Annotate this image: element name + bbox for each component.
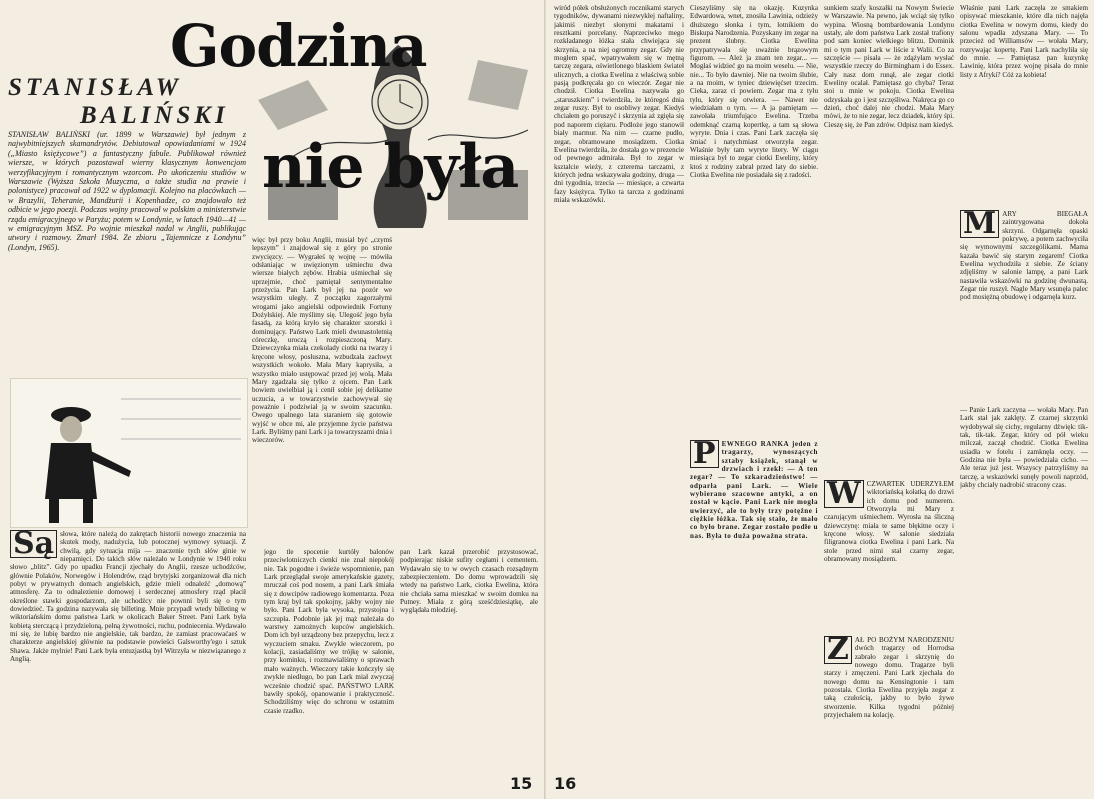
left-col2-text: więc był przy boku Anglii, musiał być „czymś lepszym” i znajdował się z góry po stronie zwycięzcy. — Wygrałeś tę wojnę — mówiła odsłaniając w uwięzionym uśmiechu dwa wiersze białych zębów. Hrabia uśmiechał się uprzejmie, choć pamiętał sentymentalne przeżycia. Pan Lark był jej na pozór we wszystkim uległy. Z początku zagorzałymi wrogami jako angielski odpowiednik Fortuny Dożyłskiej. Ale myślimy się. Ulegość jego była fasadą, za którą kryło się charakter szorstki i dominujący. Państwo Lark mieli dwunastoletnią córeczkę, uroczą i rozpieszczoną Mary. Dziewczynka miała czekolady ciotki na twarzy i kręcone włosy, posłuszna, wzbudzała zachwyt wszystkich wokoło. Mała Mary kaprysiła, a wszystko miało ustępować przed jej wolą. Mała Mary zgadzała się tylko z ojcem. Pan Lark bowiem uwielbiał ją i cenił sobie jej delikatne uczucia, a w towarzystwie zachowywał się poważnie i podziwiał ją w swoim szacunku. Owego upalnego lata staraniem się gotowie wyjść w obce mi, ale przyjemne życie państwa Lark. Byliśmy pani Lark i ja towarzyszami dnia i wieczorów. (252, 236, 392, 445)
article-title-line1: Godzina (170, 12, 427, 80)
page-number-right: 16 (554, 774, 577, 793)
left-col1-body: słowa, które należą do zakrętach historii nowego znaczenia na skutek mody, nadużycia, lub potocznej wymowy sytuacji. Z chwilą, gdy sytuacja mija — znaczenie tych słów ginie w niepamięci. Do takich słów należało w Londynie w 1940 roku słowo „blitz”. Gdy po upadku Francji zjechały do Anglii, rzesze uchodźców, głównie Polaków, Norwegów i Holendrów, rząd brytyjski zorganizował dla nich pobyt w prywatnych domach angielskich, gdzie mieli odnaleźć „domową” atmosferę. Za to odnalezienie domowej i serdecznej atmosfery rząd płacił określone stawki gospodarzom, ale uchodźcy nie pownni byli się o tym dowiedzieć. Ta godzina nazywała się billeting. Mnie przypadł wtedy billeting w wiktoriańskim domu państwa Lark w okolicach Baker Street. Pani Lark była kobietą sterczącą i przydzieloną, pełną żywotności, ruchu, podniecenia. Wydawało mi się, że lubię bardzo nie angielskie, tak bardzo, że zamiast pracowaćaeś w charakterze angielskiej głównie na podstawie powieści Galsworthy'ego i sztuk Shawa. Jakże mylnie! Pani Lark była entuzjastką był Witrzyła w niezwiązanego z Anglią. (10, 530, 246, 664)
right-page (546, 0, 1094, 799)
author-first-name: STANISŁAW (8, 74, 183, 101)
right-col3-section2 (824, 636, 954, 792)
right-col4-end: — Panie Lark zaczyna — wołała Mary. Pan Lark stał jak zaklęty. Z czarnej skrzynki wydobywał się cichy, regularny dźwięk: tik-tak, tik-tak. Zegar, który od pół wieku milczał, zaczął chodzić. Ciotka Ewelina usiadła w fotelu i zamknęła oczy. — Godzina nie była — powiedziała cicho. — Ale teraz już jest. Wszyscy patrzyliśmy na tarczę, a wskazówki sunęły powoli naprzód, jakby chciały nadrobić stracony czas. (960, 406, 1088, 490)
article-title-line2: nie była (262, 132, 519, 202)
dropcap-left: Są (10, 530, 57, 558)
right-col4-section (960, 210, 1088, 400)
left-col1-text (10, 530, 246, 792)
left-col4-text: pan Lark kazał przerobić przystosować, podpierając niskie sufity cegłami i cementem. Wydawało się to w owych czasach rozsądnym zabezpieczeniem. Do domu wprowadzili się wtedy na państwo Lark, ciotka Ewelina, która nie chciała sama mieszkać w swoim domku na Putney. Miała z górą sześćdziesiątkę, ale wyglądała młodziej. (400, 548, 538, 615)
page-number-left: 15 (510, 774, 533, 793)
left-col3-text: jego tle spocenie kurtóły balonów przeciwlotniczych cienki nie znał niepokój nie. Tak pogodne i świeże wspomnienie, pan Lark przeglądał swoje amerykańskie gazety, mruczał coś pod nosem, a pani Lark śmiała się z dowcipów radiowego komentarza. Poza tym kraj był tak spokojny, jakby wojny nie było. Pani Lark była wysoka, przystojna i szczupła. Podobnie jak jej mąż należała do warstwy zamożnych kupców angielskich. Dom ich był urządzony bez przepychu, lecz z wyczuciem smaku. Zwykle wieczorem, po kolacji, zasiadaliśmy we trójkę w salonie, przy kominku, i rozmawialiśmy o sprawach mało ważnych. Wieczory takie kończyły się zwykle niedługo, bo pan Lark miał zwyczaj wcześnie chodzić spać. PAŃSTWO LARK bawiły spokój, opanowanie i praktyczność. Schodziliśmy więc do schronu w ostatnim czasie rzadko. (264, 548, 394, 792)
right-col2-text: Cieszyliśmy się na okazję. Kuzynka Edwardowa, wnet, znosiła Lawinia, odzieży dłuższego słonka i tym, lotnikiem do Biskupa Narodzenia. Pozyskany im zegar na prezent ślubny. Ciotka Ewelina przypatrywała się uważnie brązowym figurom. — Ależ ja znam ten zegar... — Mogłaś widzieć go na moim weselu. — Nie, nie... To było dawniej. Nie na twoim ślubie, a na moim, w tyniec dziewięćset trzecim. Cieka, zaraz ci powiem. Zegar ma z tyłu tyłu, który się otwiera. — Nawet nie wiedziałam o tym. — A ja pamiętam — zawołała triumfująco Ewelina. Trzeba odemknąć czarną kopertkę, a tam są słowa wyryte. Dnia i czas. Pani Lark zaczęła się śmiać i natychmiast otworzyła zegar. Właśnie były tam wyryte litery. W ciągu miesiąca był to zegar ciotki Eweliny, który ktoś z rodziny zabrał przed laty do siebie. Ciotka Ewelina nie posiadała się z radości. (690, 4, 818, 179)
right-col3-section (824, 480, 954, 630)
author-photo (10, 378, 248, 528)
dropcap-right2: W (824, 480, 864, 508)
right-col3-section2-body: AŁ PO BOŻYM NARODZENIU dwóch tragarzy od Horrodsa zabrało zegar i skrzynię do nowego domu. Tragarze byli starzy i zmęczeni. Pani Lark zjechała do nowego domu na Kensingtonie i tam pozostała. Ciotka Ewelina przyjęła zegar z taką czułością, jakby to było żywe stworzenie. Kilka tygodni później przyjechałem na kolację. (824, 636, 954, 720)
right-col3-section-body: CZWARTEK UDERZYŁEM wiktoriańską kołatką do drzwi ich domu pod numerem. Otworzyła mi Mary z czarującym uśmiechem. Wyrosła na śliczną dziewczynę: miała te same błękitne oczy i kręcone włosy. W salonie siedziała filigranowa ciotka Ewelina i pani Lark. Na stole przed nimi stał czarny zegar, obramowany mosiądzem. (824, 480, 954, 564)
author-last-name: BALIŃSKI (80, 102, 229, 129)
right-col4-section-body: ARY BIEGAŁA zaintrygowana dokoła skrzyni. Odgarnęła opaski pokrywę, a potem zachwyciła się wymownymi szczególikami. Mama kazała bawić się starym zegarem! Ciotka Ewelina wychodziła z siebie. Ze ściany zdjęliśmy w salonie lampę, a pani Lark nastawiła wskazówki na godzinę dwunastą. Zegar nie ruszył. Nagle Mary wsunęła palec pod mosiężną obudowę i odgarnęła kurz. (960, 210, 1088, 302)
right-col1-text: wiród półek obsłużonych rocznikami starych tygodników, dywanami niezwykłej naftaliny, jakimiś niezbyt słonymi makatami i resztkami porcelany. Naprzeciwko mego rozkładanego łóżka stała chwiejąca się skrzynia, a na niej ogromny zegar. Gdy nie mogłem spać, wpatrywałem się w mętną tarczę zegara, oświetlonego blaskiem świateł ulicznych, a ciotka Ewelina z właściwą sobie pasją podkręcała go co wieczór. Zegar nie chodził. Ciotka Ewelina nazywała go „staruszkiem” i twierdziła, że któregoś dnia zegar ruszy. Był to osobliwy zegar. Kiedyś chciałem go poruszyć i skrzynia aż zgięła się pod naporem ciężaru. Podłoże jego stanowił biały marmur. Na nim — czarne pudło, zegar, obramowane mosiądzem. Ciotka Ewelina twierdziła, że dostała go w prezencie od pewnego admirała. Był to zegar w kształcie wieży, z czterema tarczami, z których jedna wskazywała godziny, druga — dni tygodnia, trzecia — miesiące, a czwarta fazy księżyca. Tylko ta tarcza z godzinami miała wskazówki. (554, 4, 684, 204)
dropcap-right3: Z (824, 636, 852, 664)
left-page (0, 0, 546, 799)
author-bio: STANISŁAW BALIŃSKI (ur. 1899 w Warszawie) był jednym z najwybitniejszych skamandrytów. Debiutował opowiadaniami w 1924 („Miasto księżycowe”) a fantastyczny fabule. Publikował również wiersze, w których pozostawał wierny klasycznym konwencjom werzyfikacyjnym i romantycznym wzorcom. Po ukończeniu studiów w Warszawie (Wyższa Szkoła Muzyczna, a także studia na prawie i polonistyce) pracował od 1922 w dyplomacji. Kolejno na placówkach — w Brazylii, Teheranie, Mandżurii i Kopenhadze, co znajdowało też odbicie w jego poezji. Podczas wojny pracował w polskim a ministerstwie rządu emigracyjnego w Paryżu; potem w Londynie, w latach 1940—41 — w emigracyjnym MSZ. Po wojnie mieszkał nadal w Anglii, publikując utwory i rozmowy. Zmarł 1984. Ze zbioru „Tajemnicze z Londynu” (Londyn, 1965). (8, 130, 246, 252)
right-col3-text: sunkiem szafy koszałki na Nowym Świecie w Warszawie. Na pewno, jak wciąż się tylko wypina. Wiosną bombardowania Londynu ustały, ale dom państwa Lark został trafiony pod sam koniec wielkiego blitzu. Dominik mi o tym pani Lark w liście z Walii. Co za szczęście — pisała — że zdążyłam wysłać wszystkie rzeczy do Birmingham i do Essex. Cały nasz dom runął, ale zegar ciotki Eweliny ocalał. Pamiętasz go chyba? Teraz stoi u mnie w pokoju. Ciotka Ewelina odzyskała go i jest szczęśliwa. Nakręca go co dzień, choć dalej nie chodzi. Mała Mary mówi, że to nie zegar, lecz dziadek, który śpi. Cieszę się, że Pan zdrów. Odpisz nam kiedyś. (824, 4, 954, 129)
right-col4-text: Właśnie pani Lark zaczęła ze smakiem opisywać mieszkanie, które dla nich najęła ciotka Ewelina w nowym domu, kiedy do salonu wpadła zdyszana Mary. — To przecież od Williamsów — wołała Mary, rozrywając kopertę. Pani Lark nachyliła się do mnie. — Pamiętasz pan kuzynkę Lawinię, która przez wojnę pisała do mnie listy z Afryki? Cóż za kobieta! (960, 4, 1088, 79)
dropcap-right: P (690, 440, 719, 468)
right-col2-section-body: EWNEGO RANKA jeden z tragarzy, wynoszących sztaby książek, stanął w drzwiach i rzekł: — A ten zegar? — To szkaradzieństwo! — odparła pani Lark. — Wiele wybierano szacowne antyki, a on został w kącie. Pani Lark nie mogła uwierzyć, ale to były trzy potężne i ciężkie łóżka. Tak się stało, że mało co było brane. Zegar zostało podłe u nas. Była to duża poważna strata. (690, 440, 818, 540)
right-col2-section (690, 440, 818, 770)
dropcap-right4: M (960, 210, 999, 238)
